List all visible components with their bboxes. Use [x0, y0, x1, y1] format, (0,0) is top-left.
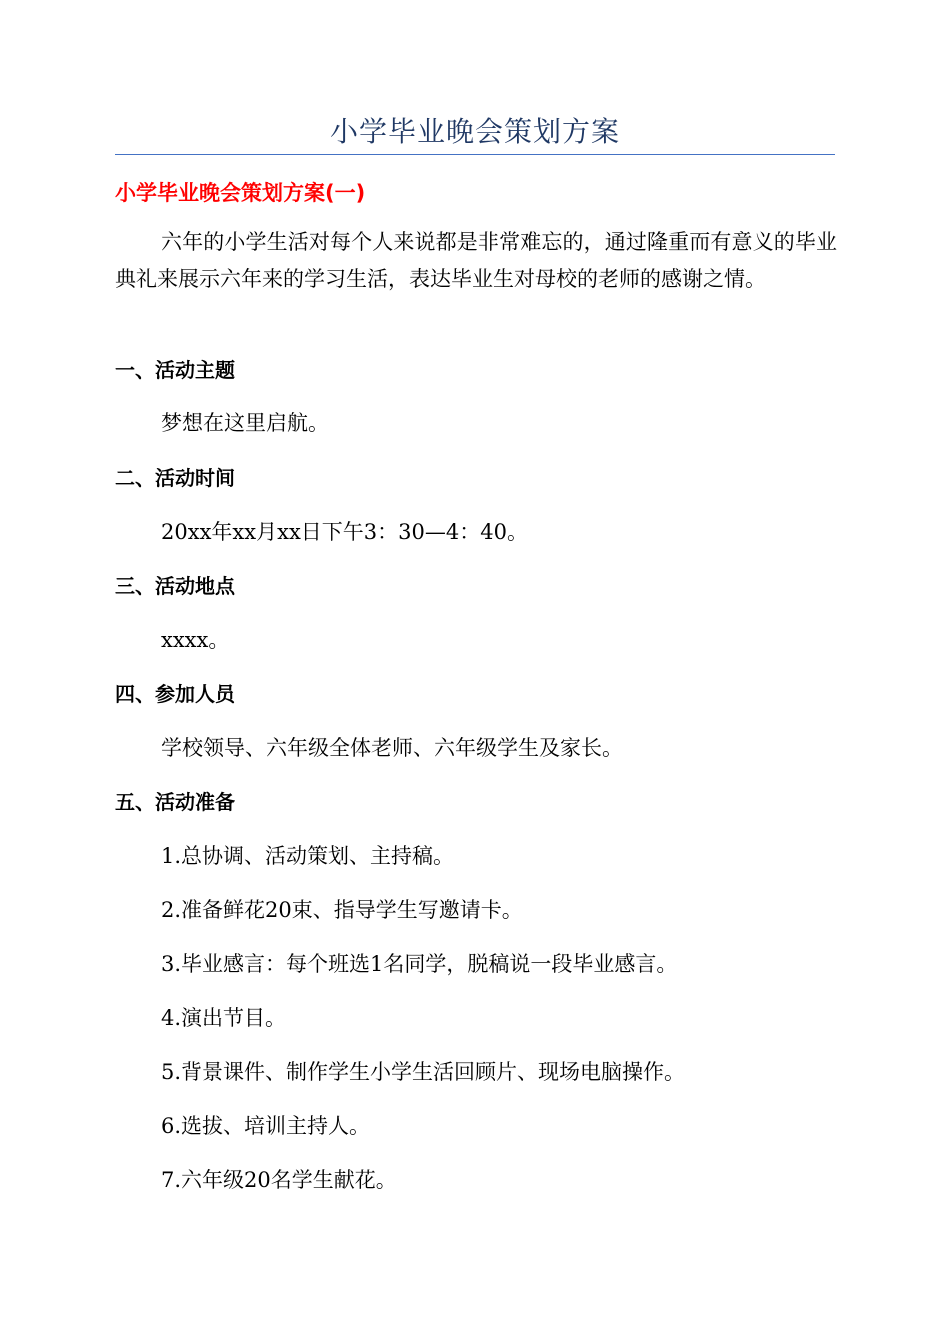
paragraph-participants: 学校领导、六年级全体老师、六年级学生及家长。	[161, 736, 623, 760]
title-underline	[115, 154, 835, 155]
heading-preparation: 五、活动准备	[115, 790, 235, 814]
intro-paragraph: 六年的小学生活对每个人来说都是非常难忘的，通过隆重而有意义的毕业典礼来展示六年来的学习生活，表达毕业生对母校的老师的感谢之情。	[115, 230, 837, 291]
list-item: 6.选拔、培训主持人。	[161, 1114, 371, 1138]
section-title: 小学毕业晚会策划方案(一)	[115, 181, 366, 205]
list-item: 1.总协调、活动策划、主持稿。	[161, 844, 455, 868]
list-item: 4.演出节目。	[161, 1006, 287, 1030]
list-item: 2.准备鲜花20束、指导学生写邀请卡。	[161, 898, 523, 922]
document-title: 小学毕业晚会策划方案	[329, 115, 620, 148]
paragraph-time: 20xx年xx月xx日下午3：30—4：40。	[161, 520, 528, 544]
list-item: 5.背景课件、制作学生小学生活回顾片、现场电脑操作。	[161, 1060, 686, 1084]
heading-location: 三、活动地点	[115, 574, 235, 598]
list-item: 3.毕业感言：每个班选1名同学，脱稿说一段毕业感言。	[161, 952, 678, 976]
heading-participants: 四、参加人员	[115, 682, 235, 706]
list-item: 7.六年级20名学生献花。	[161, 1168, 397, 1192]
paragraph-theme: 梦想在这里启航。	[161, 411, 329, 435]
heading-time: 二、活动时间	[115, 466, 235, 490]
paragraph-location: xxxx。	[161, 628, 230, 652]
heading-theme: 一、活动主题	[115, 358, 235, 382]
